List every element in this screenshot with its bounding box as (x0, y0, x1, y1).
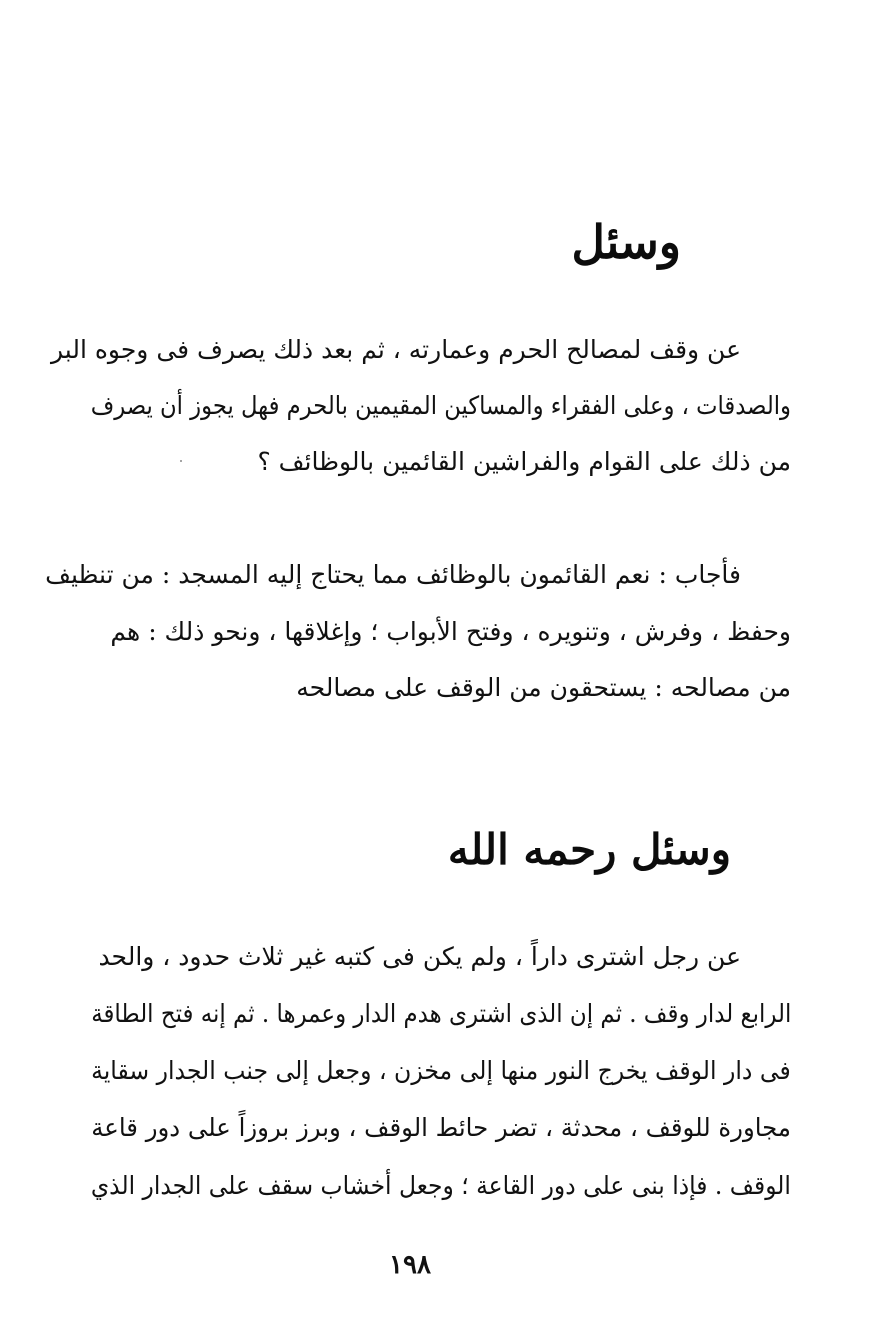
body-line-5: الوقف . فإذا بنى على دور القاعة ؛ وجعل أخشاب سقف على الجدار الذي (90, 1171, 791, 1200)
answer-line-1: فأجاب : نعم القائمون بالوظائف مما يحتاج إليه المسجد : من تنظيف (45, 560, 741, 589)
answer-line-3: من مصالحه : يستحقون من الوقف على مصالحه (296, 673, 791, 702)
body-line-2: الرابع لدار وقف . ثم إن الذى اشترى هدم الدار وعمرها . ثم إنه فتح الطاقة (90, 999, 791, 1028)
section-heading-question-2: وسئل رحمه الله (447, 825, 731, 874)
body-line-3: فى دار الوقف يخرج النور منها إلى مخزن ، وجعل إلى جنب الجدار سقاية (91, 1056, 791, 1085)
question-line-1: عن وقف لمصالح الحرم وعمارته ، ثم بعد ذلك يصرف فى وجوه البر (50, 335, 741, 364)
page-number: ١٩٨ (389, 1250, 431, 1280)
body-line-4: مجاورة للوقف ، محدثة ، تضر حائط الوقف ، وبرز بروزاً على دور قاعة (91, 1113, 791, 1142)
print-speck (180, 460, 182, 462)
answer-line-2: وحفظ ، وفرش ، وتنويره ، وفتح الأبواب ؛ وإغلاقها ، ونحو ذلك : هم (110, 617, 791, 646)
question-line-2: والصدقات ، وعلى الفقراء والمساكين المقيمين بالحرم فهل يجوز أن يصرف (90, 391, 791, 420)
section-heading-question: وسئل (571, 215, 681, 269)
body-line-1: عن رجل اشترى داراً ، ولم يكن فى كتبه غير ثلاث حدود ، والحد (98, 942, 741, 971)
question-line-3: من ذلك على القوام والفراشين القائمين بالوظائف ؟ (257, 447, 791, 476)
